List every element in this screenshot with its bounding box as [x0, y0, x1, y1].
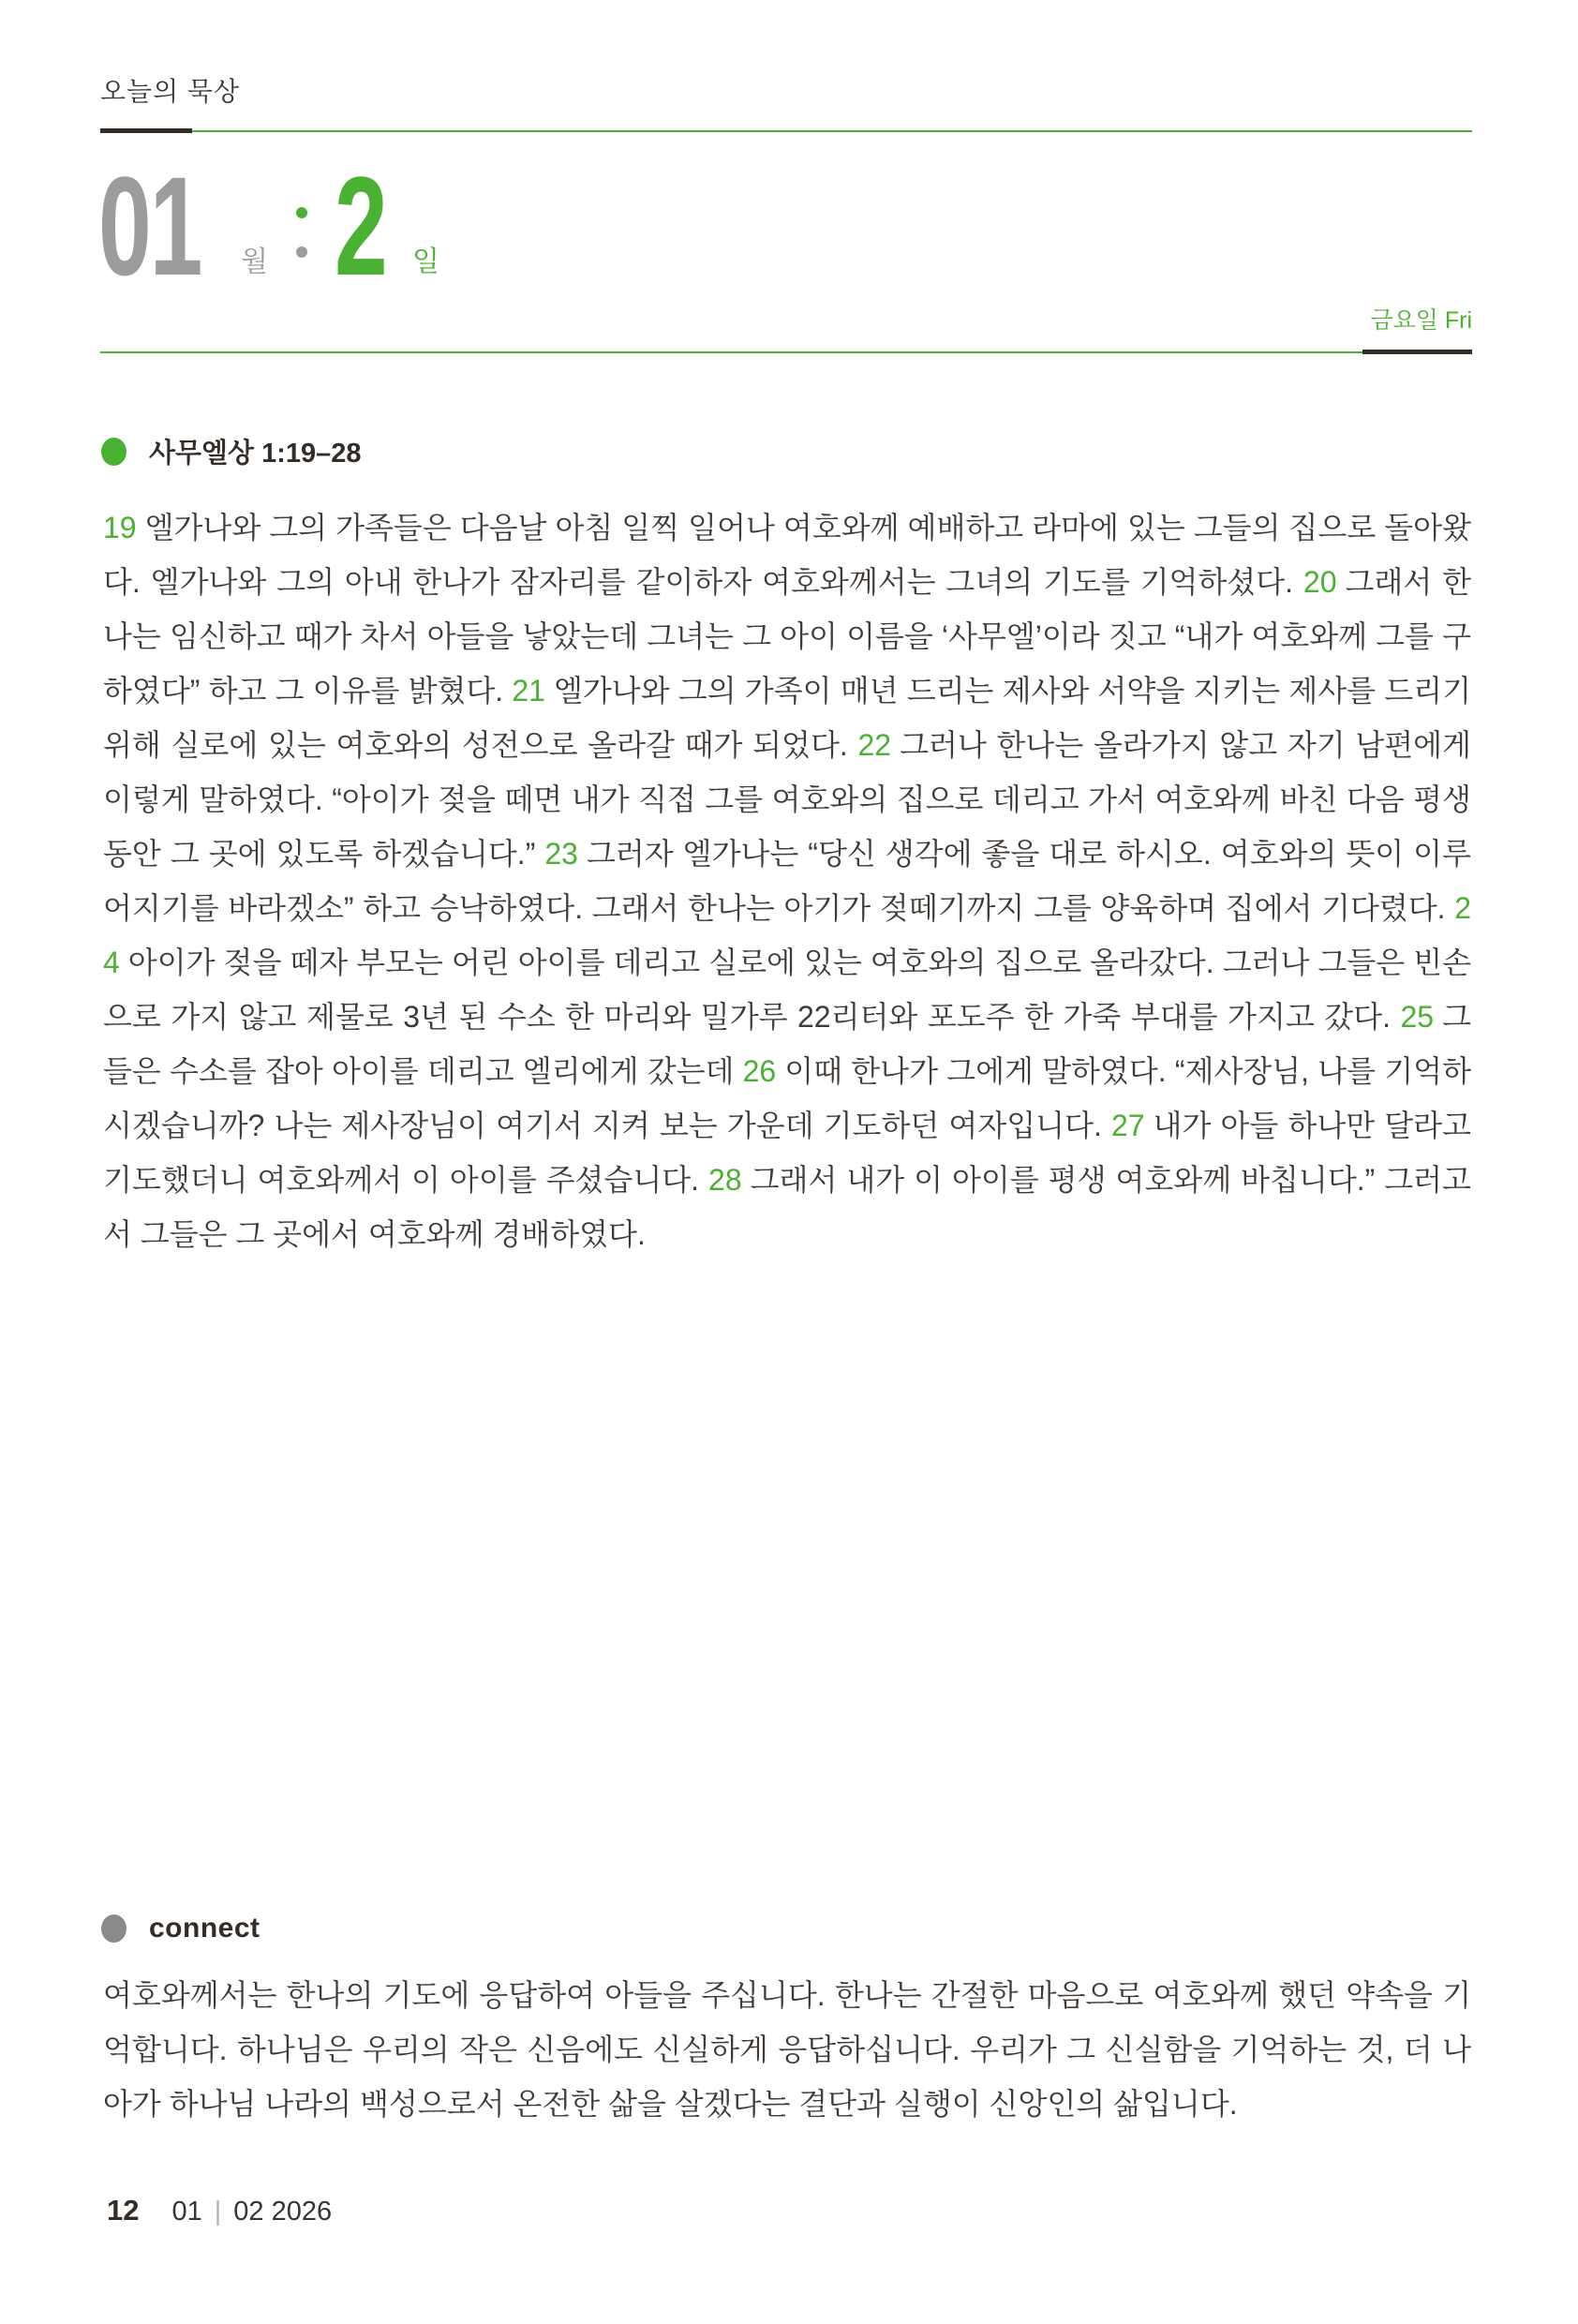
- page-footer: [107, 2194, 332, 2227]
- weekday-label: 금요일 Fri: [1370, 307, 1472, 334]
- green-bullet-icon: [101, 438, 127, 466]
- passage-text: 19 엘가나와 그의 가족들은 다음날 아침 일찍 일어나 여호와께 예배하고 라마에 있는 그들의 집으로 돌아왔다. 엘가나와 그의 아내 한나가 잠자리를 같이하자 여호와께서는 그녀의 기도를 기억하셨다. 20 그래서 한나는 임신하고 때가 차서 아들을 낳았는데 그녀는 그 아이 이름을 ‘사무엘’이라 짓고 “내가 여호와께 그를 구하였다” 하고 그 이유를 밝혔다. 21 엘가나와 그의 가족이 매년 드리는 제사와 서약을 지키는 제사를 드리기 위해 실로에 있는 여호와의 성전으로 올라갈 때가 되었다. 22 그러나 한나는 올라가지 않고 자기 남편에게 이렇게 말하였다. “아이가 젖을 떼면 내가 직접 그를 여호와의 집으로 데리고 가서 여호와께 바친 다음 평생 동안 그 곳에 있도록 하겠습니다.” 23 그러자 엘가나는 “당신 생각에 좋을 대로 하시오. 여호와의 뜻이 이루어지기를 바라겠소” 하고 승낙하였다. 그래서 한나는 아기가 젖떼기까지 그를 양육하며 집에서 기다렸다. 24 아이가 젖을 떼자 부모는 어린 아이를 데리고 실로에 있는 여호와의 집으로 올라갔다. 그러나 그들은 빈손으로 가지 않고 제물로 3년 된 수소 한 마리와 밀가루 22리터와 포도주 한 가죽 부대를 가지고 갔다. 25 그들은 수소를 잡아 아이를 데리고 엘리에게 갔는데 26 이때 한나가 그에게 말하였다. “제사장님, 나를 기억하시겠습니까? 나는 제사장님이 여기서 지켜 보는 가운데 기도하던 여자입니다. 27 내가 아들 하나만 달라고 기도했더니 여호와께서 이 아이를 주셨습니다. 28 그래서 내가 이 아이를 평생 여호와께 바칩니다.” 그러고서 그들은 그 곳에서 여호와께 경배하였다.: [103, 511, 1471, 1251]
- page-number: 12: [107, 2194, 140, 2227]
- verse-number: 20: [1303, 565, 1337, 599]
- issue-separator: |: [214, 2197, 222, 2227]
- header-rule-dark-segment: [100, 128, 192, 133]
- subheader-rule-dark-segment: [1362, 350, 1472, 354]
- connect-body-text: 여호와께서는 한나의 기도에 응답하여 아들을 주십니다. 한나는 간절한 마음으로 여호와께 했던 약속을 기억합니다. 하나님은 우리의 작은 신음에도 신실하게 응답하십니다. 우리가 그 신실함을 기억하는 것, 더 나아가 하나님 나라의 백성으로서 온전한 삶을 살겠다는 결단과 실행이 신앙인의 삶입니다.: [103, 1978, 1472, 2121]
- scripture-reference: 사무엘상 1:19–28: [149, 439, 362, 469]
- gray-bullet-icon: [101, 1914, 127, 1943]
- date-month-unit: 월: [241, 246, 268, 277]
- date-day-unit: 일: [412, 246, 439, 277]
- verse-number: 22: [857, 728, 892, 762]
- date-colon-separator: [296, 207, 307, 258]
- colon-dot-top: [296, 207, 307, 218]
- connect-label: connect: [149, 1913, 261, 1944]
- verse-number: 25: [1400, 1000, 1435, 1034]
- connect-heading: [101, 1913, 261, 1944]
- scripture-heading: [101, 432, 362, 470]
- subheader-rule: [100, 350, 1472, 355]
- issue-month: 01: [171, 2197, 202, 2227]
- header-rule-green-line: [100, 130, 1472, 132]
- verse-number: 19: [103, 511, 137, 544]
- page-header-label: 오늘의 묵상: [100, 77, 241, 106]
- subheader-rule-green-line: [100, 351, 1472, 353]
- verse-number: 27: [1110, 1109, 1145, 1142]
- date-month-number: 01: [98, 147, 201, 305]
- verse-number: 26: [742, 1054, 777, 1088]
- issue-rest: 02 2026: [233, 2197, 333, 2227]
- header-rule: [100, 128, 1472, 134]
- verse-number: 24: [103, 891, 1471, 979]
- colon-dot-bottom: [296, 246, 307, 258]
- verse-number: 21: [512, 674, 545, 708]
- issue-label: [171, 2197, 332, 2227]
- verse-number: 28: [708, 1163, 742, 1197]
- date-day-number: 2: [335, 147, 386, 305]
- verse-number: 23: [544, 837, 578, 871]
